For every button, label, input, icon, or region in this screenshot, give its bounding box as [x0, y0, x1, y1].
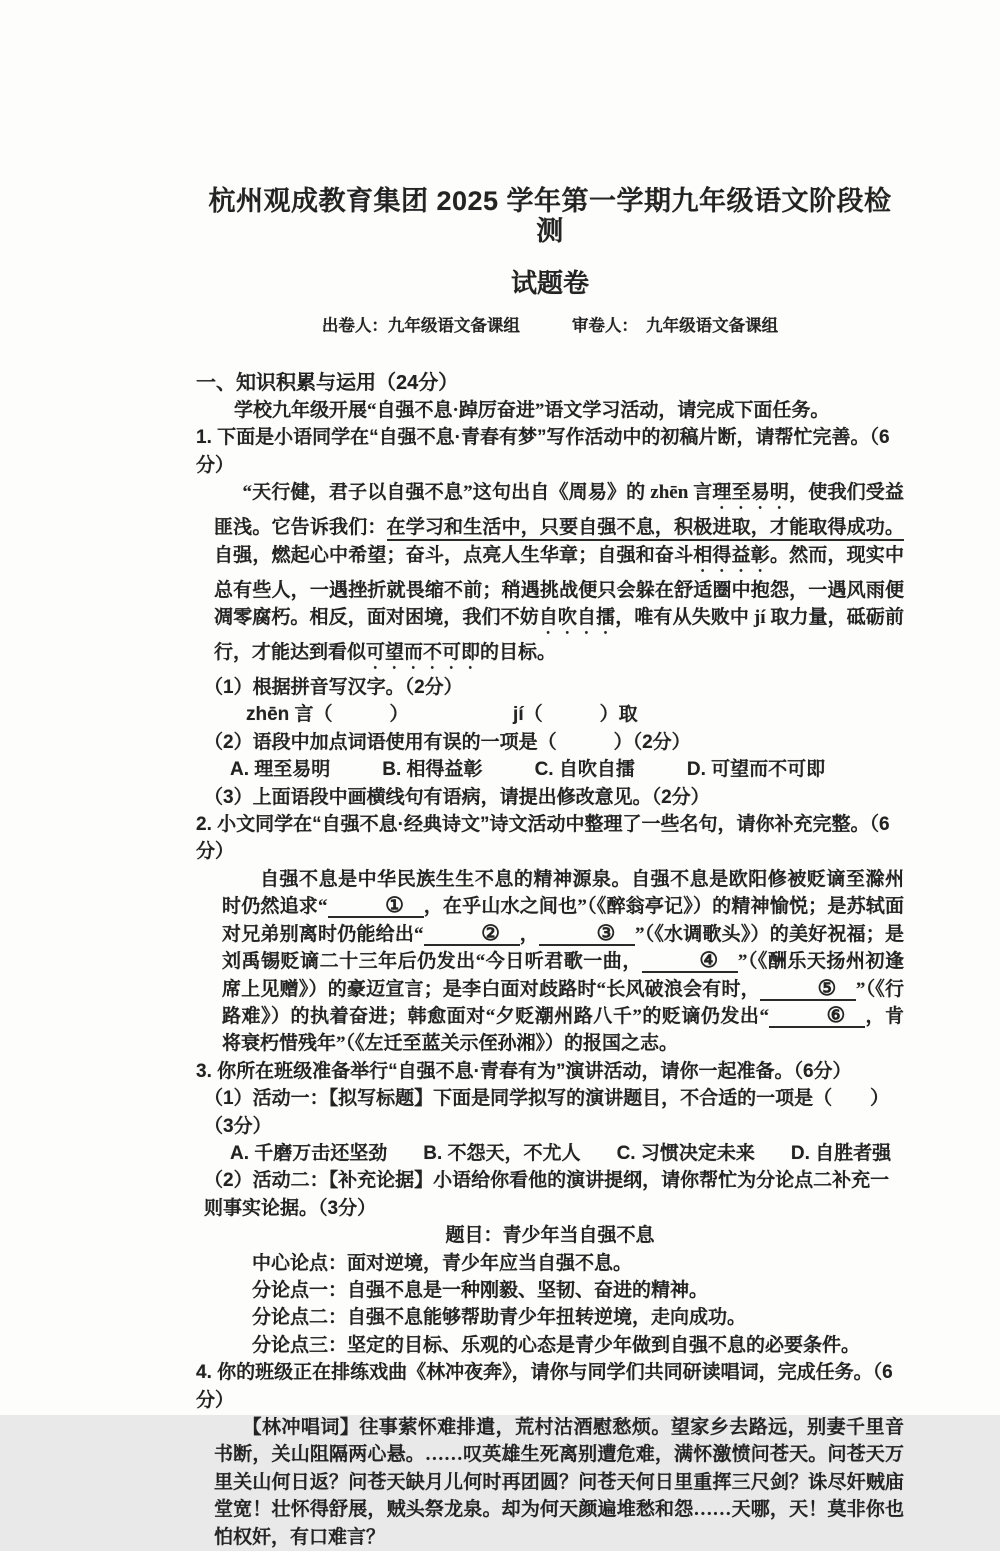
page-content — [196, 186, 904, 1551]
speech-outline-lines — [196, 1250, 904, 1360]
choice-option: B. 不怨天，不尤人 — [423, 1142, 581, 1164]
choice-option: D. 可望而不可即 — [686, 759, 826, 781]
paper-title: 杭州观成教育集团 2025 学年第一学期九年级语文阶段检测 — [208, 186, 892, 246]
paper-subtitle: 试题卷 — [510, 268, 589, 298]
passage-segment-normal: ”（《行路难》）的执着奋进；韩愈面对“夕贬潮州路八千”的贬谪仍发出“ — [222, 978, 904, 1027]
passage-segment-normal: ， — [519, 923, 539, 945]
question4-stem: 4. 你的班级正在排练戏曲《林冲夜奔》，请你与同学们共同研读唱词，完成任务。（6分） — [196, 1362, 893, 1411]
choice-option: B. 相得益彰 — [382, 759, 483, 781]
passage-segment-blank: ② — [424, 922, 520, 946]
choice-option: C. 习惯决定未来 — [616, 1142, 755, 1164]
question2-stem: 2. 小文同学在“自强不息·经典诗文”诗文活动中整理了一些名句，请你补充完整。（6分） — [196, 814, 890, 863]
choice-option: A. 千磨万击还坚劲 — [230, 1142, 388, 1164]
passage-segment-normal: 。然而，现实中总有些人，一遇挫折就畏缩不前；稍遇挑战便只会躲在舒适圈中抱怨，一遇风雨便凋零腐朽。相反，面对困境，我们不妨 — [214, 544, 904, 629]
paper-reviewer: 审卷人： 九年级语文备课组 — [571, 316, 779, 335]
passage-segment-dotted: 理至易明 — [712, 482, 790, 504]
question1-pinyin-answer-line: zhēn 言（ ） jí（ ）取 — [246, 704, 638, 726]
question1-sub3-label: （3）上面语段中画横线句有语病，请提出修改意见。（2分） — [204, 786, 710, 808]
speech-outline-line: 中心论点：面对逆境，青少年应当自强不息。 — [252, 1252, 633, 1274]
passage-segment-blank: ③ — [539, 922, 635, 946]
question1-sub2-label: （2）语段中加点词语使用有误的一项是（ ）（2分） — [204, 731, 691, 753]
passage-segment-normal: ”（《水调歌头》）的美好祝福；是刘禹锡贬谪二十三年后仍发出“今日听君歌一曲， — [222, 923, 904, 973]
speech-outline — [196, 1222, 904, 1359]
passage-segment-dotted: 自吹自擂 — [538, 607, 616, 629]
passage-segment-normal: 自强，燃起心中希望；奋斗，点亮人生华章；自强和奋斗 — [214, 544, 694, 566]
question3-sub2-label: （2）活动二：【补充论据】小语给你看他的演讲提纲，请你帮忙为分论点二补充一则事实论据。（3分） — [204, 1170, 890, 1219]
passage-segment-dotted: 相得益彰 — [693, 544, 770, 566]
passage-segment-normal: “天行健，君子以自强不息”这句出自《周易》的 zhēn 言 — [242, 482, 713, 504]
paper-setter: 出卷人：九年级语文备课组 — [321, 316, 520, 335]
passage-segment-normal: 的目标。 — [480, 642, 557, 664]
question1-sub2-options — [230, 756, 904, 783]
speech-outline-line: 分论点二：自强不息能够帮助青少年扭转逆境，走向成功。 — [252, 1307, 747, 1329]
passage-segment-blank: ④ — [642, 949, 738, 973]
passage-segment-dotted: 可望而不可即 — [366, 642, 481, 664]
speech-outline-title: 题目：青少年当自强不息 — [445, 1225, 655, 1247]
choice-option: A. 理至易明 — [230, 759, 331, 781]
question1-sub1-label: （1）根据拼音写汉字。（2分） — [204, 677, 463, 699]
section1-heading: 一、知识积累与运用（24分） — [196, 372, 459, 394]
passage-segment-normal: ，肯将衰朽惜残年”（《左迁至蓝关示侄孙湘》）的报国之志。 — [222, 1005, 904, 1055]
speech-outline-line: 分论点三：坚定的目标、乐观的心态是青少年做到自强不息的必要条件。 — [252, 1334, 861, 1356]
passage-segment-underline: 在学习和生活中，只要自强不息，积极进取，才能取得成功。 — [387, 517, 904, 541]
question3-sub1-label: （1）活动一：【拟写标题】下面是同学拟写的演讲题目，不合适的一项是（ ）（3分） — [204, 1088, 890, 1137]
passage-segment-normal: ，在乎山水之间也”（《醉翁亭记》）的精神愉悦；是苏轼面对兄弟别离时仍能给出“ — [222, 896, 904, 945]
choice-option: D. 自胜者强 — [790, 1142, 892, 1164]
passage-segment-blank: ⑥ — [769, 1004, 865, 1028]
passage-segment-blank: ① — [328, 894, 424, 918]
question3-stem: 3. 你所在班级准备举行“自强不息·青春有为”演讲活动，请你一起准备。（6分） — [196, 1060, 852, 1082]
speech-outline-line: 分论点一：自强不息是一种刚毅、坚韧、奋进的精神。 — [252, 1279, 709, 1301]
passage-segment-normal: 自强不息是中华民族生生不息的精神源泉。自强不息是欧阳修被贬谪至滁州时仍然追求“ — [222, 868, 904, 918]
choice-option: C. 自吹自擂 — [534, 759, 635, 781]
question4-passage: 【林冲唱词】往事萦怀难排遣，荒村沽酒慰愁烦。望家乡去路远，别妻千里音书断，关山阻隔两心悬。……叹英雄生死离别遭危难，满怀激愤问苍天。问苍天万里关山何日返？问苍天缺月儿何时再团圆？问苍天何日里重挥三尺剑？诛尽奸贼庙堂宽！壮怀得舒展，贼头祭龙泉。却为何天颜遍堆愁和怨……天哪，天！莫非你也怕权奸，有口难言？ — [214, 1417, 904, 1548]
passage-segment-normal: ”（《酬乐天扬州初逢席上见赠》）的豪迈宣言；是李白面对歧路时“长风破浪会有时， — [222, 951, 904, 1000]
question1-stem: 1. 下面是小语同学在“自强不息·青春有梦”写作活动中的初稿片断，请帮忙完善。（6分） — [196, 427, 890, 476]
passage-segment-normal: ，唯有从失败中 jí 取力量，砥砺前行，才能达到看似 — [214, 607, 904, 664]
section1-intro: 学校九年级开展“自强不息·踔厉奋进”语文学习活动，请完成下面任务。 — [234, 400, 830, 421]
passage-segment-normal: ，使我们受益匪浅。它告诉我们： — [214, 482, 904, 539]
question2-passage — [222, 866, 904, 1058]
question3-sub1-options — [230, 1140, 904, 1167]
passage-segment-blank: ⑤ — [760, 977, 856, 1001]
authors-line — [196, 316, 904, 336]
question1-passage — [214, 479, 904, 674]
